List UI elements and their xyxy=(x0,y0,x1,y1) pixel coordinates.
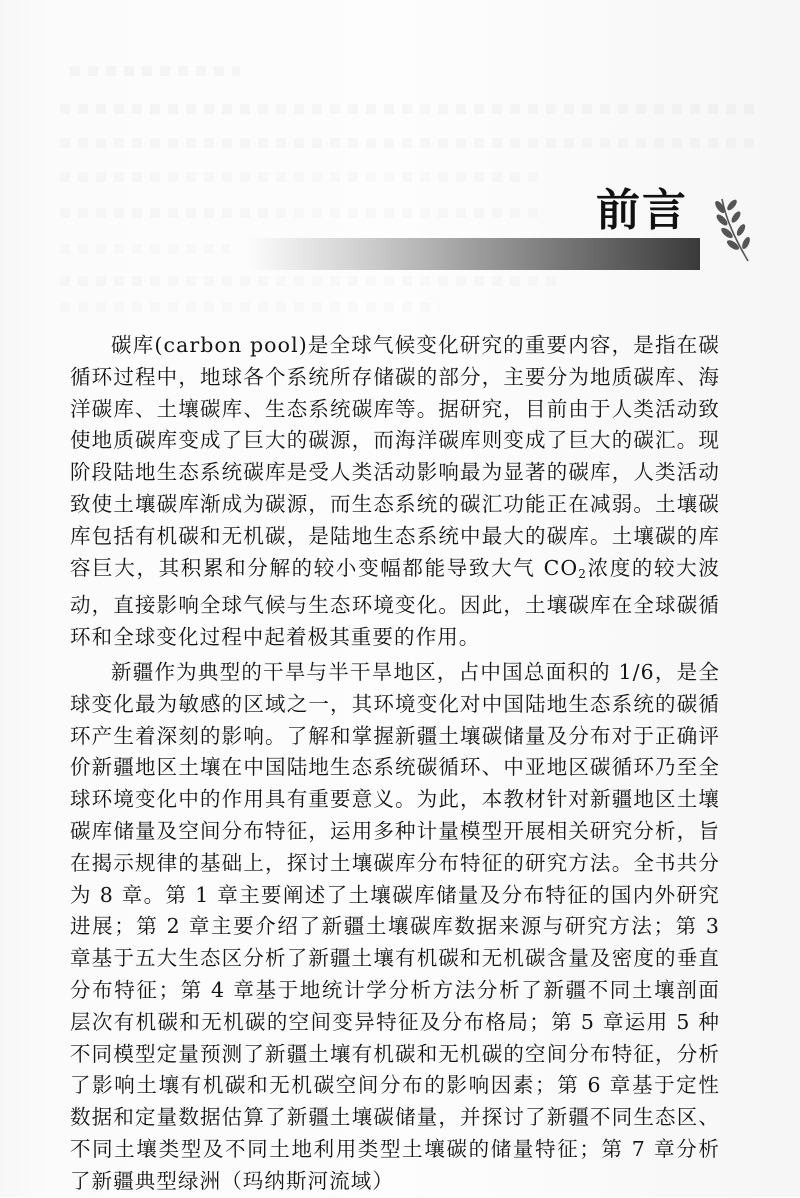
page-title: 前言 xyxy=(596,185,688,236)
preface-body xyxy=(70,330,720,1198)
paragraph-xinjiang: 新疆作为典型的干旱与半干旱地区，占中国总面积的 1/6，是全球变化最为敏感的区域之一，其环境变化对中国陆地生态系统的碳循环产生着深刻的影响。了解和掌握新疆土壤碳储量及分布对于正确评价新疆地区土壤在中国陆地生态系统碳循环、中亚地区碳循环乃至全球环境变化中的作用具有重要意义。为此，本教材针对新疆地区土壤碳库储量及空间分布特征，运用多种计量模型开展相关研究分析，旨在揭示规律的基础上，探讨土壤碳库分布特征的研究方法。全书共分为 8 章。第 1 章主要阐述了土壤碳库储量及分布特征的国内外研究进展；第 2 章主要介绍了新疆土壤碳库数据来源与研究方法；第 3 章基于五大生态区分析了新疆土壤有机碳和无机碳含量及密度的垂直分布特征；第 4 章基于地统计学分析方法分析了新疆不同土壤剖面层次有机碳和无机碳的空间变异特征及分布格局；第 5 章运用 5 种不同模型定量预测了新疆土壤有机碳和无机碳的空间分布特征，分析了影响土壤有机碳和无机碳空间分布的影响因素；第 6 章基于定性数据和定量数据估算了新疆土壤碳储量，并探讨了新疆不同生态区、不同土壤类型及不同土地利用类型土壤碳的储量特征；第 7 章分析了新疆典型绿洲（玛纳斯河流域） xyxy=(70,659,720,1193)
wheat-sprig-icon xyxy=(708,195,760,267)
paragraph-carbon-pool xyxy=(70,330,720,654)
show-through-line xyxy=(60,302,440,312)
show-through-line xyxy=(60,138,760,148)
paragraph-text: 浓度的较大波动，直接影响全球气候与生态环境变化。因此，土壤碳库在全球碳循环和全球变化过程中起着极其重要的作用。 xyxy=(70,555,720,650)
show-through-line xyxy=(60,276,560,286)
show-through-line xyxy=(60,244,230,254)
title-band xyxy=(248,238,700,270)
paragraph-text: 碳库(carbon pool)是全球气候变化研究的重要内容，是指在碳循环过程中，地球各个系统所存储碳的部分，主要分为地质碳库、海洋碳库、土壤碳库、生态系统碳库等。据研究，目前由于人类活动致使地质碳库变成了巨大的碳源，而海洋碳库则变成了巨大的碳汇。现阶段陆地生态系统碳库是受人类活动影响最为显著的碳库，人类活动致使土壤碳库渐成为碳源，而生态系统的碳汇功能正在减弱。土壤碳库包括有机碳和无机碳，是陆地生态系统中最大的碳库。土壤碳的库容巨大，其积累和分解的较小变幅都能导致大气 CO xyxy=(70,333,720,580)
subscript-two: 2 xyxy=(578,566,588,581)
show-through-line xyxy=(60,172,540,182)
show-through-line xyxy=(60,208,540,218)
show-through-line xyxy=(60,104,760,114)
show-through-line xyxy=(70,66,240,76)
